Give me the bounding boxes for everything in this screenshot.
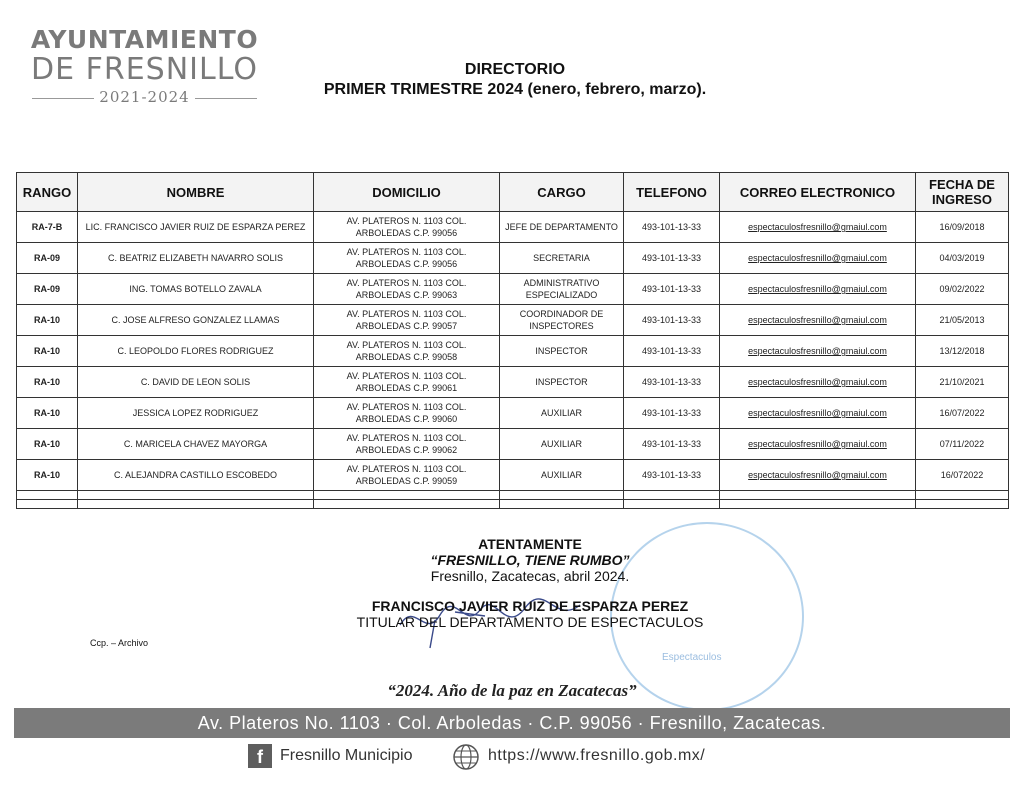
table-row: [17, 460, 1009, 491]
rango-cell: RA-10: [17, 367, 78, 398]
correo-cell[interactable]: espectaculosfresnillo@gmaiul.com: [720, 305, 916, 336]
cargo-cell: INSPECTOR: [500, 336, 624, 367]
nombre-cell: C. MARICELA CHAVEZ MAYORGA: [78, 429, 314, 460]
column-header: NOMBRE: [78, 173, 314, 212]
copy-note: Ccp. – Archivo: [90, 638, 149, 648]
facebook-label: Fresnillo Municipio: [280, 747, 413, 764]
correo-cell[interactable]: espectaculosfresnillo@gmaiul.com: [720, 367, 916, 398]
signature-block: [300, 536, 760, 630]
telefono-cell: 493-101-13-33: [624, 429, 720, 460]
domicilio-line: AV. PLATEROS N. 1103 COL.: [346, 433, 467, 443]
cargo-cell: SECRETARIA: [500, 243, 624, 274]
slogan: “FRESNILLO, TIENE RUMBO”: [430, 552, 630, 568]
cargo-cell: AUXILIAR: [500, 460, 624, 491]
telefono-cell: 493-101-13-33: [624, 336, 720, 367]
domicilio-line: AV. PLATEROS N. 1103 COL.: [346, 402, 467, 412]
blank-row: [17, 491, 1009, 500]
domicilio-cell: [314, 367, 500, 398]
column-header: CARGO: [500, 173, 624, 212]
fecha-cell: 16/07/2022: [916, 398, 1009, 429]
nombre-cell: JESSICA LOPEZ RODRIGUEZ: [78, 398, 314, 429]
domicilio-line: AV. PLATEROS N. 1103 COL.: [346, 371, 467, 381]
municipality-logo: [22, 26, 267, 106]
table-row: [17, 274, 1009, 305]
cargo-cell: AUXILIAR: [500, 429, 624, 460]
blank-cell: [78, 491, 314, 500]
rango-cell: RA-10: [17, 398, 78, 429]
nombre-cell: C. ALEJANDRA CASTILLO ESCOBEDO: [78, 460, 314, 491]
table-header-row: [17, 173, 1009, 212]
directory-table: [16, 172, 1009, 509]
nombre-cell: C. JOSE ALFRESO GONZALEZ LLAMAS: [78, 305, 314, 336]
domicilio-line: AV. PLATEROS N. 1103 COL.: [346, 340, 467, 350]
blank-cell: [500, 491, 624, 500]
blank-cell: [314, 500, 500, 509]
domicilio-line: ARBOLEDAS C.P. 99059: [355, 476, 458, 486]
fecha-cell: 07/11/2022: [916, 429, 1009, 460]
blank-cell: [17, 491, 78, 500]
table-row: [17, 305, 1009, 336]
signer-position: TITULAR DEL DEPARTAMENTO DE ESPECTACULOS: [356, 614, 704, 630]
rango-cell: RA-10: [17, 305, 78, 336]
telefono-cell: 493-101-13-33: [624, 274, 720, 305]
correo-cell[interactable]: espectaculosfresnillo@gmaiul.com: [720, 429, 916, 460]
blank-cell: [916, 491, 1009, 500]
fecha-cell: 21/10/2021: [916, 367, 1009, 398]
logo-line-1: AYUNTAMIENTO: [30, 25, 259, 54]
telefono-cell: 493-101-13-33: [624, 212, 720, 243]
domicilio-line: ARBOLEDAS C.P. 99061: [355, 383, 458, 393]
table-row: [17, 429, 1009, 460]
domicilio-line: ARBOLEDAS C.P. 99057: [355, 321, 458, 331]
domicilio-line: AV. PLATEROS N. 1103 COL.: [346, 247, 467, 257]
year-motto: “2024. Año de la paz en Zacatecas”: [387, 681, 637, 700]
blank-cell: [314, 491, 500, 500]
table-row: [17, 243, 1009, 274]
rango-cell: RA-10: [17, 429, 78, 460]
blank-row: [17, 500, 1009, 509]
correo-cell[interactable]: espectaculosfresnillo@gmaiul.com: [720, 212, 916, 243]
domicilio-cell: [314, 460, 500, 491]
document-subtitle: PRIMER TRIMESTRE 2024 (enero, febrero, marzo).: [323, 81, 707, 98]
correo-cell[interactable]: espectaculosfresnillo@gmaiul.com: [720, 336, 916, 367]
domicilio-line: ARBOLEDAS C.P. 99056: [355, 228, 458, 238]
correo-cell[interactable]: espectaculosfresnillo@gmaiul.com: [720, 460, 916, 491]
domicilio-line: ARBOLEDAS C.P. 99062: [355, 445, 458, 455]
table-row: [17, 398, 1009, 429]
domicilio-line: AV. PLATEROS N. 1103 COL.: [346, 309, 467, 319]
nombre-cell: C. DAVID DE LEON SOLIS: [78, 367, 314, 398]
facebook-icon: f: [248, 744, 272, 768]
cargo-cell: COORDINADOR DE INSPECTORES: [500, 305, 624, 336]
domicilio-cell: [314, 398, 500, 429]
signer-name: FRANCISCO JAVIER RUIZ DE ESPARZA PEREZ: [371, 598, 689, 614]
rango-cell: RA-10: [17, 460, 78, 491]
blank-cell: [916, 500, 1009, 509]
place-date: Fresnillo, Zacatecas, abril 2024.: [430, 568, 630, 584]
blank-cell: [78, 500, 314, 509]
telefono-cell: 493-101-13-33: [624, 367, 720, 398]
closing: ATENTAMENTE: [478, 536, 582, 552]
domicilio-line: AV. PLATEROS N. 1103 COL.: [346, 216, 467, 226]
domicilio-cell: [314, 429, 500, 460]
fecha-cell: 13/12/2018: [916, 336, 1009, 367]
domicilio-cell: [314, 274, 500, 305]
cargo-cell: JEFE DE DEPARTAMENTO: [500, 212, 624, 243]
fecha-cell: 21/05/2013: [916, 305, 1009, 336]
fecha-cell: 04/03/2019: [916, 243, 1009, 274]
rango-cell: RA-7-B: [17, 212, 78, 243]
nombre-cell: C. LEOPOLDO FLORES RODRIGUEZ: [78, 336, 314, 367]
blank-cell: [500, 500, 624, 509]
column-header: CORREO ELECTRONICO: [720, 173, 916, 212]
document-title: DIRECTORIO: [464, 61, 566, 78]
blank-cell: [720, 500, 916, 509]
column-header: DOMICILIO: [314, 173, 500, 212]
domicilio-line: ARBOLEDAS C.P. 99060: [355, 414, 458, 424]
domicilio-line: AV. PLATEROS N. 1103 COL.: [346, 278, 467, 288]
correo-cell[interactable]: espectaculosfresnillo@gmaiul.com: [720, 398, 916, 429]
domicilio-line: ARBOLEDAS C.P. 99056: [355, 259, 458, 269]
cargo-cell: INSPECTOR: [500, 367, 624, 398]
logo-years: 2021-2024: [22, 88, 267, 106]
logo-line-2: DE FRESNILLO: [31, 52, 258, 87]
table-row: [17, 336, 1009, 367]
cargo-cell: ADMINISTRATIVO ESPECIALIZADO: [500, 274, 624, 305]
correo-cell[interactable]: espectaculosfresnillo@gmaiul.com: [720, 274, 916, 305]
table-row: [17, 367, 1009, 398]
blank-cell: [720, 491, 916, 500]
blank-cell: [624, 491, 720, 500]
rango-cell: RA-09: [17, 243, 78, 274]
blank-cell: [624, 500, 720, 509]
domicilio-cell: [314, 243, 500, 274]
nombre-cell: LIC. FRANCISCO JAVIER RUIZ DE ESPARZA PEREZ: [78, 212, 314, 243]
telefono-cell: 493-101-13-33: [624, 243, 720, 274]
telefono-cell: 493-101-13-33: [624, 305, 720, 336]
rango-cell: RA-09: [17, 274, 78, 305]
domicilio-cell: [314, 212, 500, 243]
domicilio-line: AV. PLATEROS N. 1103 COL.: [346, 464, 467, 474]
fecha-cell: 09/02/2022: [916, 274, 1009, 305]
column-header: TELEFONO: [624, 173, 720, 212]
fecha-cell: 16/09/2018: [916, 212, 1009, 243]
nombre-cell: ING. TOMAS BOTELLO ZAVALA: [78, 274, 314, 305]
fecha-cell: 16/072022: [916, 460, 1009, 491]
telefono-cell: 493-101-13-33: [624, 460, 720, 491]
correo-cell[interactable]: espectaculosfresnillo@gmaiul.com: [720, 243, 916, 274]
column-header: FECHA DE INGRESO: [916, 173, 1009, 212]
domicilio-line: ARBOLEDAS C.P. 99063: [355, 290, 458, 300]
domicilio-line: ARBOLEDAS C.P. 99058: [355, 352, 458, 362]
cargo-cell: AUXILIAR: [500, 398, 624, 429]
domicilio-cell: [314, 336, 500, 367]
website-link[interactable]: https://www.fresnillo.gob.mx/: [488, 747, 706, 764]
footer-address: Av. Plateros No. 1103 · Col. Arboledas · C.P. 99056 · Fresnillo, Zacatecas.: [14, 708, 1010, 738]
stamp-text: Espectaculos: [662, 652, 722, 663]
domicilio-cell: [314, 305, 500, 336]
document-header: [270, 60, 760, 100]
blank-cell: [17, 500, 78, 509]
column-header: RANGO: [17, 173, 78, 212]
rango-cell: RA-10: [17, 336, 78, 367]
nombre-cell: C. BEATRIZ ELIZABETH NAVARRO SOLIS: [78, 243, 314, 274]
telefono-cell: 493-101-13-33: [624, 398, 720, 429]
globe-icon: [452, 743, 480, 771]
table-row: [17, 212, 1009, 243]
